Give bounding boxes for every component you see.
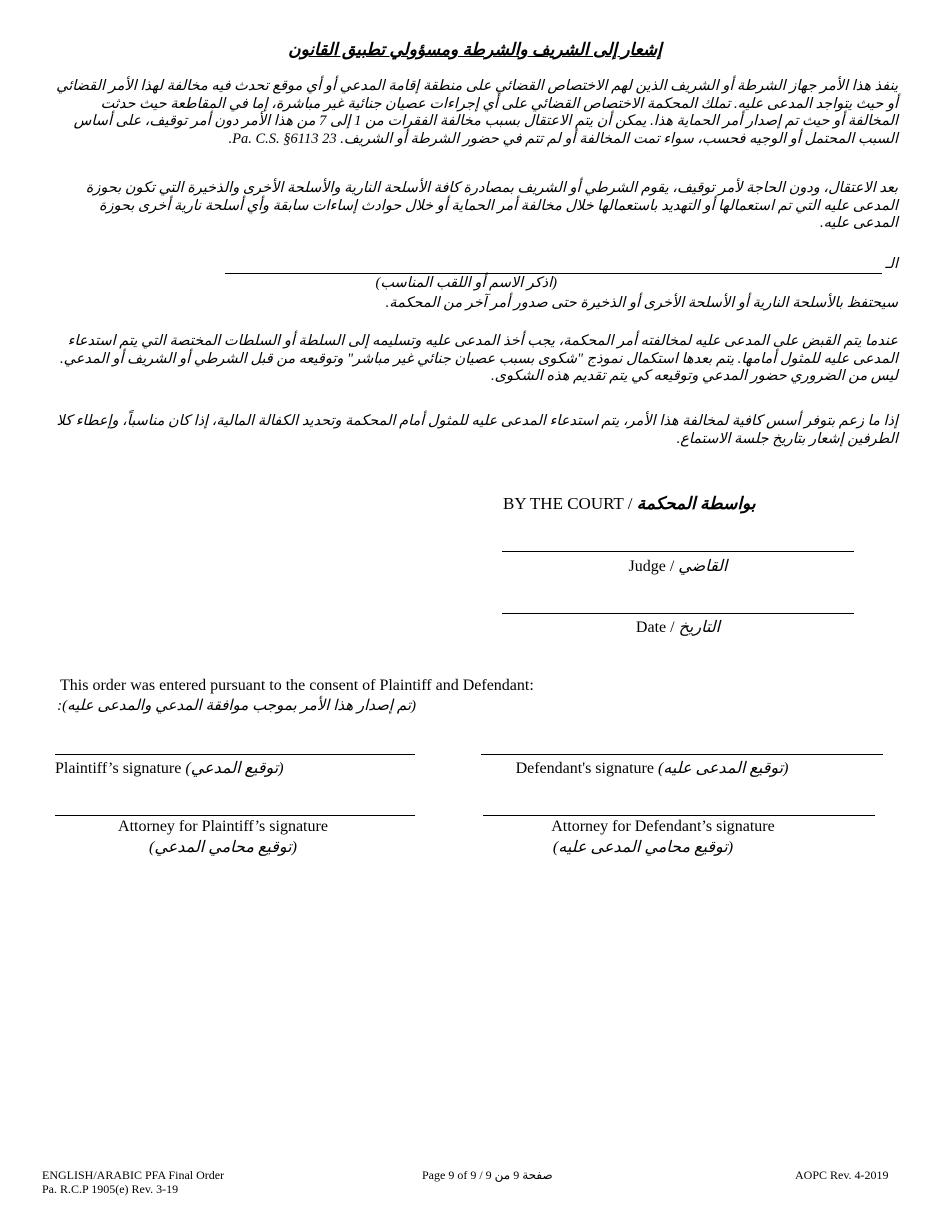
plaintiff-signature-label <box>55 758 284 778</box>
paragraph-firearms-seizure: بعد الاعتقال، ودون الحاجة لأمر توقيف، يقوم الشرطي أو الشريف بمصادرة كافة الأسلحة النارية والأسلحة الأخرى والذخيرة التي تكون بحوزة المدعى عليه التي تم استعمالها أو التهديد باستعمالها خلال مخالفة أمر الحماية أو خلال حوادث إساءات سابقة وأي أسلحة نارية أخرى بحوزة المدعى عليه. <box>85 180 898 231</box>
defendant-signature-ar: (توقيع المدعى عليه) <box>657 760 789 777</box>
paragraph-arrest: عندما يتم القبض على المدعى عليه لمخالفته أمر المحكمة، يجب أخذ المدعى عليه وتسليمه إلى السلطة أو السلطات المختصة التي يتم استدعاء المدعى عليه للمثول أمامها. يتم بعدها استكمال نموذج "شكوى بسبب عصيان جنائي غير مباشر" وتوقيعه من قبل الشرطي أو الشريف أو المدعي. ليس من الضروري حضور المدعي وتوقيعه كي يتم تقديم هذه الشكوى. <box>60 333 898 384</box>
date-label-en: Date / <box>635 619 675 636</box>
by-the-court <box>503 494 756 514</box>
consent-text-en: This order was entered pursuant to the consent of Plaintiff and Defendant: <box>60 677 534 694</box>
defendant-signature-en: Defendant's signature <box>515 760 654 777</box>
plaintiff-signature-line[interactable] <box>55 754 415 755</box>
paragraph-enforcement: ينفذ هذا الأمر جهاز الشرطة أو الشريف الذين لهم الاختصاص القضائي على منطقة إقامة المدعي أو أي موقع تحدث فيه مخالفة لهذا الأمر القضائي أو حيث يتواجد المدعى عليه. تملك المحكمة الاختصاص القضائي على أي إجراءات عصيان جنائية غير مباشرة، إما في المقاطعة حيث حدثت المخالفة أو حيث تم إصدار أمر الحماية هذا. يمكن أن يتم الاعتقال بسبب مخالفة الفقرات من 1 إلى 7 من هذا الأمر دون أمر توقيف، على أساس السبب المحتمل أو الوجيه فحسب، سواء تمت المخالفة أو لم تتم في حضور الشرطة أو الشريف. 23 Pa. C.S. §6113. <box>56 78 898 147</box>
custody-hint: (اذكر الاسم أو اللقب المناسب) <box>375 275 557 291</box>
attorney-defendant-signature-ar: (توقيع محامي المدعى عليه) <box>552 839 734 856</box>
footer-form-name: ENGLISH/ARABIC PFA Final Order <box>42 1168 225 1182</box>
footer-page-number: Page 9 of 9 / 9 صفحة 9 من <box>422 1168 553 1182</box>
defendant-signature-line[interactable] <box>481 754 883 755</box>
judge-signature-line[interactable] <box>502 551 854 552</box>
custody-text: سيحتفظ بالأسلحة النارية أو الأسلحة الأخرى أو الذخيرة حتى صدور أمر آخر من المحكمة. <box>385 295 898 311</box>
date-line[interactable] <box>502 613 854 614</box>
custody-blank-line <box>225 273 882 274</box>
date-label-ar: التاريخ <box>678 619 721 636</box>
footer-revision: AOPC Rev. 4-2019 <box>795 1168 889 1182</box>
by-the-court-en: BY THE COURT / <box>503 494 633 513</box>
plaintiff-signature-en: Plaintiff’s signature <box>55 760 182 777</box>
judge-label <box>502 556 854 576</box>
footer-rule: Pa. R.C.P 1905(e) Rev. 3-19 <box>42 1182 179 1196</box>
by-the-court-ar: بواسطة المحكمة <box>636 494 756 513</box>
judge-label-ar: القاضي <box>678 558 728 575</box>
attorney-plaintiff-signature-en: Attorney for Plaintiff’s signature <box>118 818 328 835</box>
paragraph-hearing: إذا ما زعم بتوفر أسس كافية لمخالفة هذا الأمر، يتم استدعاء المدعى عليه للمثول أمام المحكمة وتحديد الكفالة المالية، إذا كان مناسباً، وإعطاء كلا الطرفين إشعار بتاريخ جلسة الاستماع. <box>56 413 898 447</box>
page-title: إشعار إلى الشريف والشرطة ومسؤولي تطبيق القانون <box>288 40 662 59</box>
date-label <box>502 617 854 637</box>
attorney-defendant-signature-line[interactable] <box>483 815 875 816</box>
attorney-plaintiff-signature-line[interactable] <box>55 815 415 816</box>
consent-text-ar: (تم إصدار هذا الأمر بموجب موافقة المدعي والمدعى عليه): <box>57 698 416 714</box>
attorney-defendant-signature-en: Attorney for Defendant’s signature <box>551 818 775 835</box>
judge-label-en: Judge / <box>628 558 675 575</box>
footer-form-info <box>42 1168 224 1196</box>
plaintiff-signature-ar: (توقيع المدعي) <box>185 760 284 777</box>
attorney-plaintiff-signature-ar: (توقيع محامي المدعي) <box>149 839 297 856</box>
custody-prefix: الـ <box>885 256 898 272</box>
defendant-signature-label <box>481 758 823 778</box>
